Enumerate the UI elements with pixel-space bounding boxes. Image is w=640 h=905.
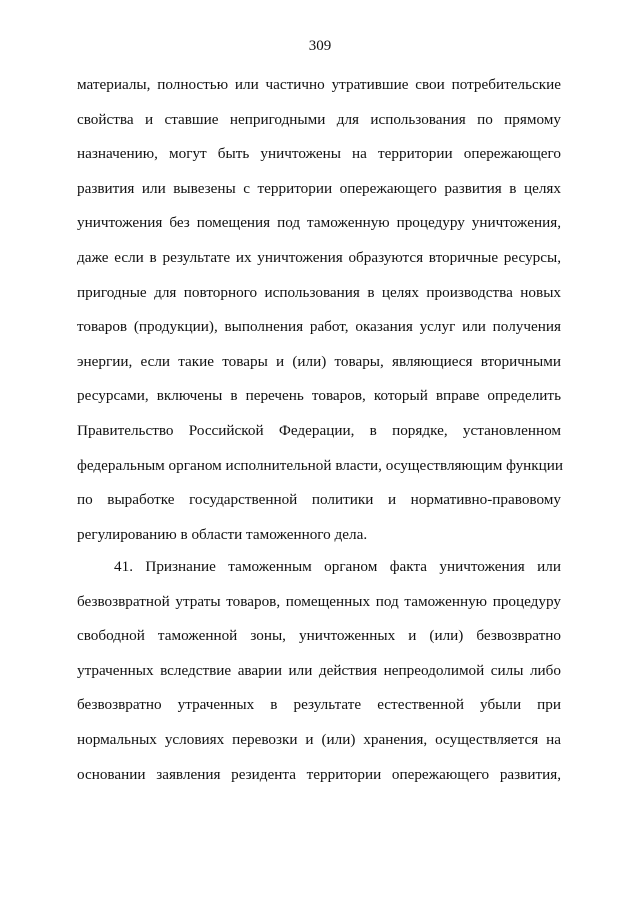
text-line: свободной таможенной зоны, уничтоженных и (или) безвозвратно bbox=[77, 627, 561, 645]
text-line: утраченных вследствие аварии или действия непреодолимой силы либо bbox=[77, 661, 561, 679]
text-line: безвозвратно утраченных в результате естественной убыли при bbox=[77, 696, 561, 714]
text-line: ресурсами, включены в перечень товаров, который вправе определить bbox=[77, 387, 561, 405]
text-line: 41. Признание таможенным органом факта уничтожения или bbox=[114, 558, 561, 575]
text-line: безвозвратной утраты товаров, помещенных под таможенную процедуру bbox=[77, 592, 561, 610]
text-line: федеральным органом исполнительной власти, осуществляющим функции bbox=[77, 456, 564, 474]
text-line: пригодные для повторного использования в целях производства новых bbox=[77, 283, 561, 301]
text-line: назначению, могут быть уничтожены на территории опережающего bbox=[77, 145, 561, 163]
text-line: даже если в результате их уничтожения образуются вторичные ресурсы, bbox=[77, 248, 561, 266]
text-line: основании заявления резидента территории опережающего развития, bbox=[77, 765, 561, 783]
text-line: Правительство Российской Федерации, в порядке, установленном bbox=[77, 421, 561, 439]
text-line: материалы, полностью или частично утратившие свои потребительские bbox=[77, 76, 561, 93]
text-line: регулированию в области таможенного дела. bbox=[77, 525, 368, 543]
text-line: нормальных условиях перевозки и (или) хранения, осуществляется на bbox=[77, 730, 561, 748]
text-line: товаров (продукции), выполнения работ, оказания услуг или получения bbox=[77, 318, 561, 336]
text-line: уничтожения без помещения под таможенную процедуру уничтожения, bbox=[77, 214, 561, 232]
paragraph-continuation bbox=[77, 68, 564, 552]
text-line: энергии, если такие товары и (или) товары, являющиеся вторичными bbox=[77, 352, 561, 370]
text-line: развития или вывезены с территории опережающего развития в целях bbox=[77, 179, 561, 197]
text-line: свойства и ставшие непригодными для использования по прямому bbox=[77, 110, 561, 128]
paragraph-item-41 bbox=[77, 550, 561, 792]
text-line: по выработке государственной политики и нормативно-правовому bbox=[77, 491, 561, 509]
page-number: 309 bbox=[308, 38, 332, 54]
